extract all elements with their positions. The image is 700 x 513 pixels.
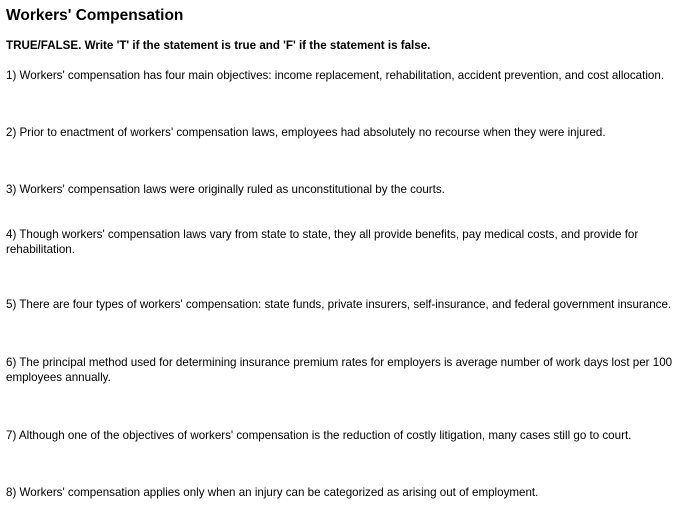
question-8: 8) Workers' compensation applies only when an injury can be categorized as arising out of employment. [6,486,539,499]
instructions-text: TRUE/FALSE. Write 'T' if the statement is true and 'F' if the statement is false. [6,39,431,52]
question-5: 5) There are four types of workers' compensation: state funds, private insurers, self-insurance, and federal government insurance. [6,298,672,311]
question-6: 6) The principal method used for determining insurance premium rates for employers is average number of work days lost per 100 employees annually. [6,356,673,384]
question-3: 3) Workers' compensation laws were originally ruled as unconstitutional by the courts. [6,183,445,196]
question-7: 7) Although one of the objectives of workers' compensation is the reduction of costly litigation, many cases still go to court. [6,429,632,442]
question-2: 2) Prior to enactment of workers' compensation laws, employees had absolutely no recourse when they were injured. [6,126,606,139]
document-title: Workers' Compensation [6,7,184,24]
question-1: 1) Workers' compensation has four main objectives: income replacement, rehabilitation, accident prevention, and cost allocation. [6,69,665,82]
question-4: 4) Though workers' compensation laws vary from state to state, they all provide benefits, pay medical costs, and provide for rehabilitation. [6,228,639,256]
